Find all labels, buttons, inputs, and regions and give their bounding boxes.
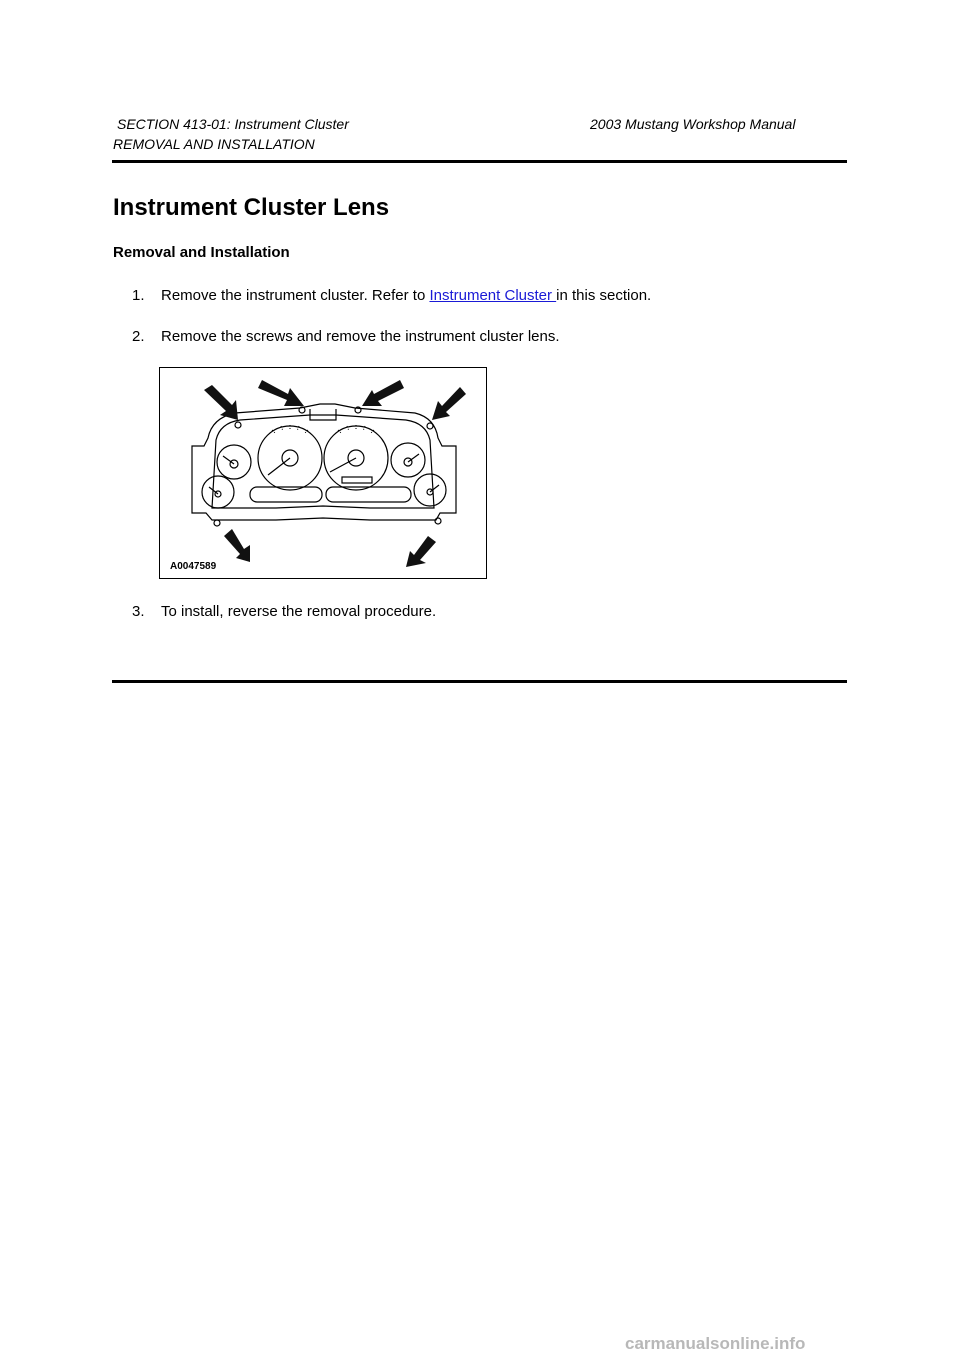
watermark: carmanualsonline.info [625,1334,806,1353]
step-1 [132,287,651,304]
cluster-lens-figure [159,367,487,579]
step-number: 2. [132,328,145,345]
step-3 [132,603,436,620]
step-number: 3. [132,603,145,620]
header-rule [112,160,847,163]
header-manual: 2003 Mustang Workshop Manual [590,116,796,132]
step-number: 1. [132,287,145,304]
instrument-cluster-link[interactable]: Instrument Cluster [429,287,557,304]
screw-arrows [204,380,466,567]
step-2 [132,328,560,345]
step-text: To install, reverse the removal procedure. [161,603,437,620]
footer-rule [112,680,847,683]
step-text: in this section. [556,287,652,304]
page-title: Instrument Cluster Lens [113,194,390,221]
step-text: Remove the instrument cluster. Refer to [161,287,430,304]
step-text: Remove the screws and remove the instrument cluster lens. [161,328,560,345]
header-section: SECTION 413-01: Instrument Cluster [117,116,349,132]
header-subsection: REMOVAL AND INSTALLATION [113,136,315,152]
instrument-cluster-drawing [160,368,486,578]
figure-id: A0047589 [170,561,217,572]
section-subtitle: Removal and Installation [113,244,290,261]
